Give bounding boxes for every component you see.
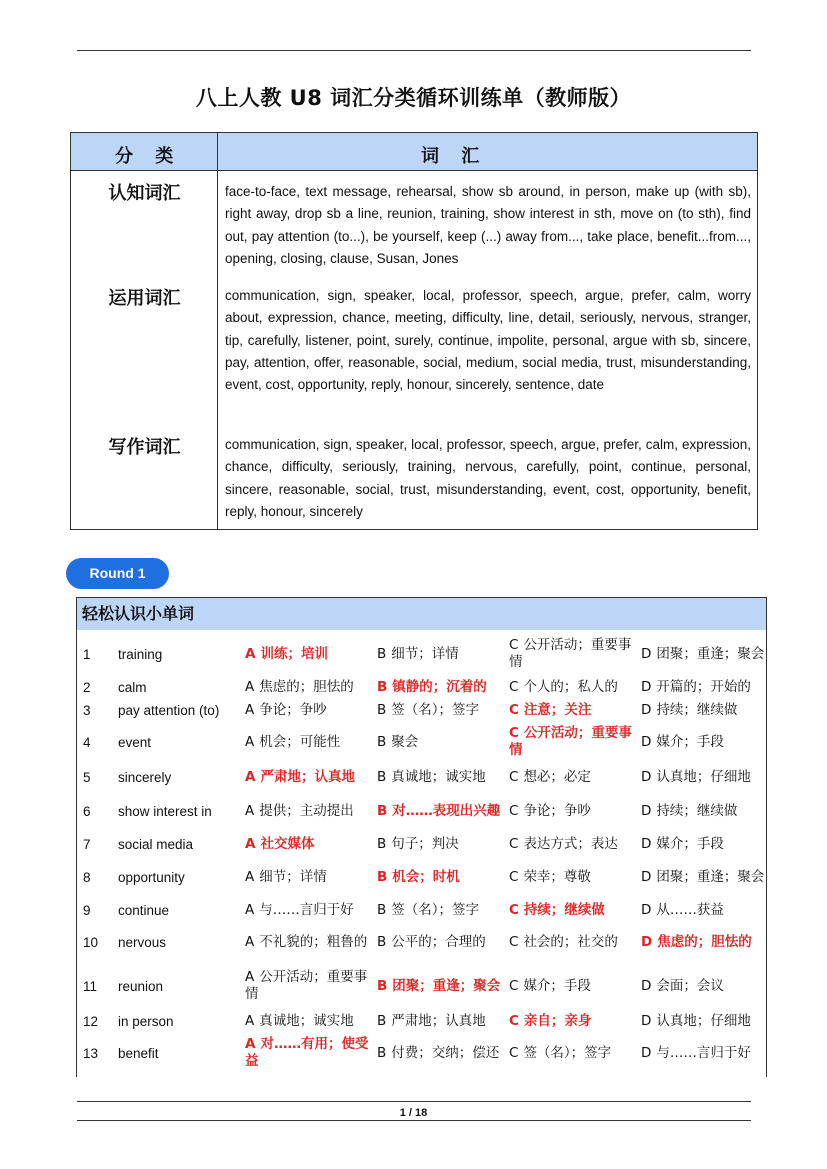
option-a — [245, 698, 369, 722]
option-letter: A — [245, 1036, 256, 1052]
question-word: opportunity — [118, 869, 185, 885]
option-letter: A — [245, 733, 255, 750]
option-b — [377, 1032, 501, 1074]
option-d — [641, 898, 765, 922]
option-c — [509, 632, 635, 676]
option-letter: D — [641, 645, 652, 662]
option-letter: D — [641, 802, 652, 819]
category-writing: 写作词汇 — [108, 437, 181, 458]
option-text: 焦虑的；胆怯的 — [259, 678, 354, 695]
option-text: 持续；继续做 — [523, 901, 605, 918]
option-d — [641, 962, 765, 1010]
option-letter: C — [509, 1012, 519, 1029]
bottom-rule-2 — [77, 1120, 751, 1121]
option-c — [509, 832, 635, 856]
option-text: 聚会 — [391, 733, 419, 750]
option-text: 训练；培训 — [260, 645, 328, 662]
option-c — [509, 764, 635, 790]
option-text: 签（名）；签字 — [523, 1044, 612, 1061]
option-letter: C — [509, 835, 519, 852]
question-word: continue — [118, 902, 170, 918]
option-text: 注意；关注 — [523, 701, 592, 718]
option-text: 认真地；仔细地 — [656, 768, 751, 785]
option-d — [641, 676, 765, 698]
question-word: pay attention (to) — [118, 702, 220, 718]
option-b-correct — [377, 962, 501, 1010]
quiz-row — [77, 632, 766, 676]
option-c — [509, 962, 635, 1010]
words-recognition: face-to-face, text message, rehearsal, show sb around, in person, make up (with sb), right away, drop sb a line, reunion, training, show interest in sth, move on (to sth), find out, pay attention (to...), be yourself, keep (...) away from..., take place, benefit...from..., opening, closing, clause, Susan, Jones — [225, 184, 751, 266]
option-text: 与……言归于好 — [259, 901, 354, 918]
option-c-correct — [509, 722, 635, 762]
option-letter: B — [377, 733, 387, 750]
quiz-row — [77, 898, 766, 922]
option-b — [377, 632, 501, 676]
option-text: 机会；时机 — [392, 868, 460, 885]
question-number: 10 — [83, 934, 99, 950]
option-letter: C — [509, 901, 519, 918]
quiz-box — [76, 597, 767, 1077]
option-a — [245, 962, 369, 1010]
option-d — [641, 790, 765, 832]
quiz-row — [77, 764, 766, 790]
question-word: show interest in — [118, 803, 212, 819]
option-b — [377, 698, 501, 722]
option-b — [377, 832, 501, 856]
question-word: nervous — [118, 934, 167, 950]
option-a-correct — [245, 1032, 369, 1074]
option-text: 焦虑的；胆怯的 — [657, 933, 752, 950]
option-c-correct — [509, 898, 635, 922]
option-text: 提供；主动提出 — [259, 802, 354, 819]
option-d — [641, 1010, 765, 1032]
option-text: 对……有用；使受益 — [245, 1036, 369, 1069]
option-text: 亲自；亲身 — [523, 1012, 592, 1029]
option-text: 细节；详情 — [259, 868, 327, 885]
option-letter: C — [509, 868, 519, 885]
option-letter: D — [641, 901, 652, 918]
question-number: 7 — [83, 836, 91, 852]
option-text: 想必；必定 — [523, 768, 591, 785]
round-badge: Round 1 — [66, 558, 169, 589]
option-letter: D — [641, 868, 652, 885]
option-b-correct — [377, 856, 501, 898]
option-text: 认真地；仔细地 — [656, 1012, 751, 1029]
category-usage: 运用词汇 — [108, 288, 181, 309]
option-letter: D — [641, 835, 652, 852]
option-c-correct — [509, 698, 635, 722]
option-c — [509, 676, 635, 698]
option-b — [377, 764, 501, 790]
option-text: 会面；会议 — [656, 977, 724, 994]
option-a — [245, 676, 369, 698]
option-text: 公开活动；重要事情 — [509, 637, 632, 670]
option-text: 媒介；手段 — [523, 977, 591, 994]
option-text: 签（名）；签字 — [391, 701, 480, 718]
option-text: 与……言归于好 — [656, 1044, 751, 1061]
question-number: 11 — [83, 978, 98, 994]
option-letter: D — [641, 1044, 652, 1061]
question-number: 3 — [83, 702, 91, 718]
option-a — [245, 722, 369, 762]
option-letter: B — [377, 901, 387, 918]
option-letter: C — [509, 678, 519, 695]
page-number: 1 / 18 — [399, 1107, 428, 1119]
option-a — [245, 1010, 369, 1032]
question-number: 8 — [83, 869, 91, 885]
question-number: 13 — [83, 1045, 99, 1061]
bottom-rule-1 — [77, 1101, 751, 1102]
option-letter: A — [245, 933, 255, 950]
option-letter: D — [641, 768, 652, 785]
option-text: 机会；可能性 — [259, 733, 341, 750]
option-text: 团聚；重逢；聚会 — [656, 868, 765, 885]
option-b — [377, 1010, 501, 1032]
option-text: 社交媒体 — [260, 835, 315, 852]
question-word: social media — [118, 836, 194, 852]
option-c — [509, 856, 635, 898]
question-word: benefit — [118, 1045, 159, 1061]
quiz-row — [77, 1010, 766, 1032]
option-a — [245, 898, 369, 922]
quiz-row — [77, 922, 766, 962]
question-number: 12 — [83, 1013, 99, 1029]
option-text: 荣幸；尊敬 — [523, 868, 591, 885]
option-text: 媒介；手段 — [656, 835, 724, 852]
words-writing: communication, sign, speaker, local, professor, speech, argue, prefer, calm, expression, chance, difficulty, seriously, training, nervous, carefully, point, continue, personal, sincere, reasonable, social, trust, misunderstanding, event, cost, opportunity, benefit, reply, honour, sincerely — [225, 437, 751, 519]
option-letter: A — [245, 969, 255, 985]
option-letter: D — [641, 933, 653, 950]
option-text: 严肃地；认真地 — [391, 1012, 486, 1029]
option-a — [245, 922, 369, 962]
option-letter: B — [377, 768, 387, 785]
option-letter: A — [245, 678, 255, 695]
option-d-correct — [641, 922, 765, 962]
option-b-correct — [377, 790, 501, 832]
option-letter: D — [641, 701, 652, 718]
top-rule — [77, 50, 751, 51]
option-a-correct — [245, 632, 369, 676]
quiz-row — [77, 790, 766, 832]
option-b-correct — [377, 676, 501, 698]
option-letter: A — [245, 802, 255, 819]
quiz-row — [77, 1032, 766, 1074]
option-d — [641, 832, 765, 856]
option-letter: A — [245, 701, 255, 718]
question-number: 5 — [83, 769, 91, 785]
option-d — [641, 722, 765, 762]
question-number: 4 — [83, 734, 91, 750]
option-text: 公平的；合理的 — [391, 933, 486, 950]
option-text: 争论；争吵 — [259, 701, 327, 718]
option-letter: C — [509, 768, 519, 785]
question-number: 6 — [83, 803, 91, 819]
option-letter: D — [641, 1012, 652, 1029]
question-word: training — [118, 646, 163, 662]
words-usage: communication, sign, speaker, local, professor, speech, argue, prefer, calm, worry about, expression, chance, meeting, difficulty, line, detail, seriously, nervous, stranger, tip, carefully, listener, point, surely, continue, impolite, personal, argue with sb, sincere, pay, attention, offer, reasonable, social, medium, social media, trust, misunderstanding, event, cost, opportunity, reply, honour, sincerely, sentence, date — [225, 288, 751, 393]
option-letter: C — [509, 637, 519, 653]
option-letter: A — [245, 868, 255, 885]
quiz-heading: 轻松认识小单词 — [77, 598, 766, 630]
option-letter: A — [245, 901, 255, 918]
option-d — [641, 698, 765, 722]
quiz-row — [77, 722, 766, 762]
option-letter: C — [509, 725, 519, 741]
quiz-row — [77, 698, 766, 722]
option-text: 社会的；社交的 — [523, 933, 618, 950]
option-text: 细节；详情 — [391, 645, 459, 662]
option-c-correct — [509, 1010, 635, 1032]
option-c — [509, 790, 635, 832]
option-text: 严肃地；认真地 — [260, 768, 355, 785]
question-word: reunion — [118, 978, 164, 994]
option-letter: B — [377, 645, 387, 662]
option-letter: B — [377, 835, 387, 852]
quiz-row — [77, 856, 766, 898]
option-letter: B — [377, 802, 388, 819]
option-text: 从……获益 — [656, 901, 724, 918]
option-text: 团聚；重逢；聚会 — [656, 645, 765, 662]
option-text: 句子；判决 — [391, 835, 459, 852]
option-b — [377, 722, 501, 762]
option-letter: B — [377, 977, 388, 994]
option-text: 付费；交纳；偿还 — [391, 1044, 500, 1061]
page-title: 八上人教 U8 词汇分类循环训练单（教师版） — [195, 86, 632, 110]
option-d — [641, 764, 765, 790]
question-word: event — [118, 734, 152, 750]
option-letter: B — [377, 1012, 387, 1029]
option-b — [377, 898, 501, 922]
option-text: 持续；继续做 — [656, 701, 738, 718]
option-a — [245, 856, 369, 898]
option-text: 公开活动；重要事情 — [509, 725, 632, 758]
option-letter: B — [377, 868, 388, 885]
question-word: in person — [118, 1013, 174, 1029]
option-text: 表达方式；表达 — [523, 835, 618, 852]
vocab-table-header — [71, 133, 757, 171]
option-letter: A — [245, 1012, 255, 1029]
header-words: 词 汇 — [421, 146, 488, 167]
question-number: 9 — [83, 902, 91, 918]
option-letter: C — [509, 933, 519, 950]
option-text: 真诚地；诚实地 — [391, 768, 486, 785]
option-text: 签（名）；签字 — [391, 901, 480, 918]
quiz-row — [77, 832, 766, 856]
option-text: 团聚；重逢；聚会 — [392, 977, 501, 994]
option-text: 不礼貌的；粗鲁的 — [259, 933, 368, 950]
quiz-row — [77, 676, 766, 698]
option-b — [377, 922, 501, 962]
option-a-correct — [245, 832, 369, 856]
option-text: 争论；争吵 — [523, 802, 591, 819]
option-letter: B — [377, 933, 387, 950]
option-letter: A — [245, 835, 256, 852]
option-letter: B — [377, 1044, 387, 1061]
option-letter: D — [641, 678, 652, 695]
option-text: 镇静的；沉着的 — [392, 678, 487, 695]
option-letter: C — [509, 977, 519, 994]
option-letter: D — [641, 977, 652, 994]
option-text: 对……表现出兴趣 — [392, 802, 501, 819]
option-letter: A — [245, 645, 256, 662]
option-letter: B — [377, 701, 387, 718]
option-a-correct — [245, 764, 369, 790]
option-letter: D — [641, 733, 652, 750]
question-number: 1 — [83, 646, 91, 662]
option-letter: A — [245, 768, 256, 785]
option-text: 开篇的；开始的 — [656, 678, 751, 695]
option-text: 真诚地；诚实地 — [259, 1012, 354, 1029]
question-word: calm — [118, 679, 147, 695]
option-letter: C — [509, 701, 519, 718]
category-recognition: 认知词汇 — [108, 183, 181, 204]
option-d — [641, 632, 765, 676]
option-text: 公开活动；重要事情 — [245, 969, 368, 1002]
header-category: 分 类 — [115, 146, 182, 167]
option-a — [245, 790, 369, 832]
quiz-row — [77, 962, 766, 1010]
option-letter: C — [509, 802, 519, 819]
option-d — [641, 1032, 765, 1074]
option-c — [509, 1032, 635, 1074]
option-text: 媒介；手段 — [656, 733, 724, 750]
option-text: 持续；继续做 — [656, 802, 738, 819]
question-number: 2 — [83, 679, 91, 695]
option-d — [641, 856, 765, 898]
option-c — [509, 922, 635, 962]
question-word: sincerely — [118, 769, 172, 785]
option-letter: C — [509, 1044, 519, 1061]
vocab-table — [70, 132, 758, 530]
option-text: 个人的；私人的 — [523, 678, 618, 695]
option-letter: B — [377, 678, 388, 695]
